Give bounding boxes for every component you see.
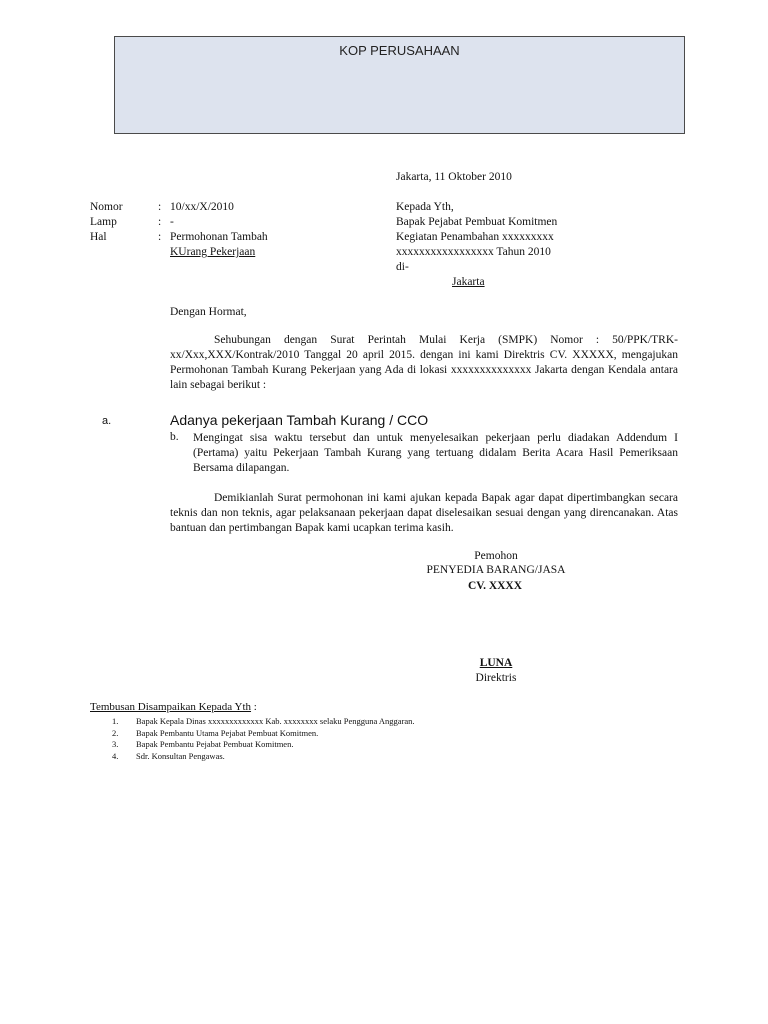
cc-heading [90,701,257,713]
list-item [112,716,415,728]
cc-heading-text: Tembusan Disampaikan Kepada Yth [90,701,252,713]
signature-company: CV. XXXX [467,580,523,592]
recipient-line1: Kepada Yth, [396,201,454,213]
signature-title: Direktris [475,672,517,684]
item-b-text: Mengingat sisa waktu tersebut dan untuk menyelesaikan pekerjaan perlu diadakan Addendum I (Pertama) yaitu Pekerjaan Tambah Kurang yang tertuang didalam Berita Acara Hasil Pemeriksaan Bersama dilapangan. [193,432,678,474]
cc-item-text: Bapak Pembantu Pejabat Pembuat Komitmen. [136,739,294,749]
letterhead-title: KOP PERUSAHAAN [339,43,460,58]
cc-item-number: 4. [112,750,119,761]
recipient-line5: di- [396,261,409,273]
lamp-value: - [170,216,174,228]
lamp-colon: : [158,216,162,228]
signature-provider: PENYEDIA BARANG/JASA [426,564,566,576]
nomor-value: 10/xx/X/2010 [170,201,234,213]
body-paragraph-1 [170,333,678,393]
cc-item-text: Bapak Pembantu Utama Pejabat Pembuat Komitmen. [136,727,319,738]
body-paragraph-2 [170,491,678,536]
cc-item-number: 1. [112,716,119,726]
list-item [112,751,415,763]
hal-colon: : [158,231,162,243]
list-item [112,739,415,751]
body-paragraph-1-text: Sehubungan dengan Surat Perintah Mulai Kerja (SMPK) Nomor : 50/PPK/TRK-xx/Xxx,XXX/Kontrak/2010 Tanggal 20 april 2015. dengan ini kami Direktris CV. XXXXX, mengajukan Permohonan Tambah Kurang Pekerjaan yang Ada di lokasi xxxxxxxxxxxxxx Jakarta dengan Kendala antara lain sebagai berikut : [170,334,678,391]
hal-label: Hal [90,231,107,243]
item-a-text: Adanya pekerjaan Tambah Kurang / CCO [170,412,429,428]
item-b-label: b. [170,431,179,443]
hal-value-line1: Permohonan Tambah [170,231,268,243]
signature-applicant: Pemohon [474,550,518,562]
hal-value-line2: KUrang Pekerjaan [170,246,256,258]
cc-item-text: Sdr. Konsultan Pengawas. [136,750,225,761]
cc-item-number: 3. [112,739,119,749]
cc-heading-colon: : [251,701,257,713]
recipient-line4: xxxxxxxxxxxxxxxxx Tahun 2010 [396,246,551,258]
body-paragraph-2-text: Demikianlah Surat permohonan ini kami ajukan kepada Bapak agar dapat dipertimbangkan secara teknis dan non teknis, agar pelaksanaan pekerjaan dapat diselesaikan sesuai dengan yang direncanakan. Atas bantuan dan pertimbangan Bapak kami ucapkan terima kasih. [170,492,678,534]
date-line: Jakarta, 11 Oktober 2010 [396,171,512,183]
letterhead-box [114,36,685,134]
salutation: Dengan Hormat, [170,306,247,318]
nomor-colon: : [158,201,162,213]
lamp-label: Lamp [90,216,117,228]
recipient-line3: Kegiatan Penambahan xxxxxxxxx [396,231,554,243]
recipient-city: Jakarta [452,276,485,288]
cc-list [112,716,415,762]
signature-name: LUNA [479,657,513,669]
item-a-label: a. [102,415,112,427]
list-item [112,728,415,740]
cc-item-number: 2. [112,727,119,738]
nomor-label: Nomor [90,201,123,213]
cc-item-text: Bapak Kepala Dinas xxxxxxxxxxxxx Kab. xxxxxxxx selaku Pengguna Anggaran. [136,716,415,726]
recipient-line2: Bapak Pejabat Pembuat Komitmen [396,216,558,228]
